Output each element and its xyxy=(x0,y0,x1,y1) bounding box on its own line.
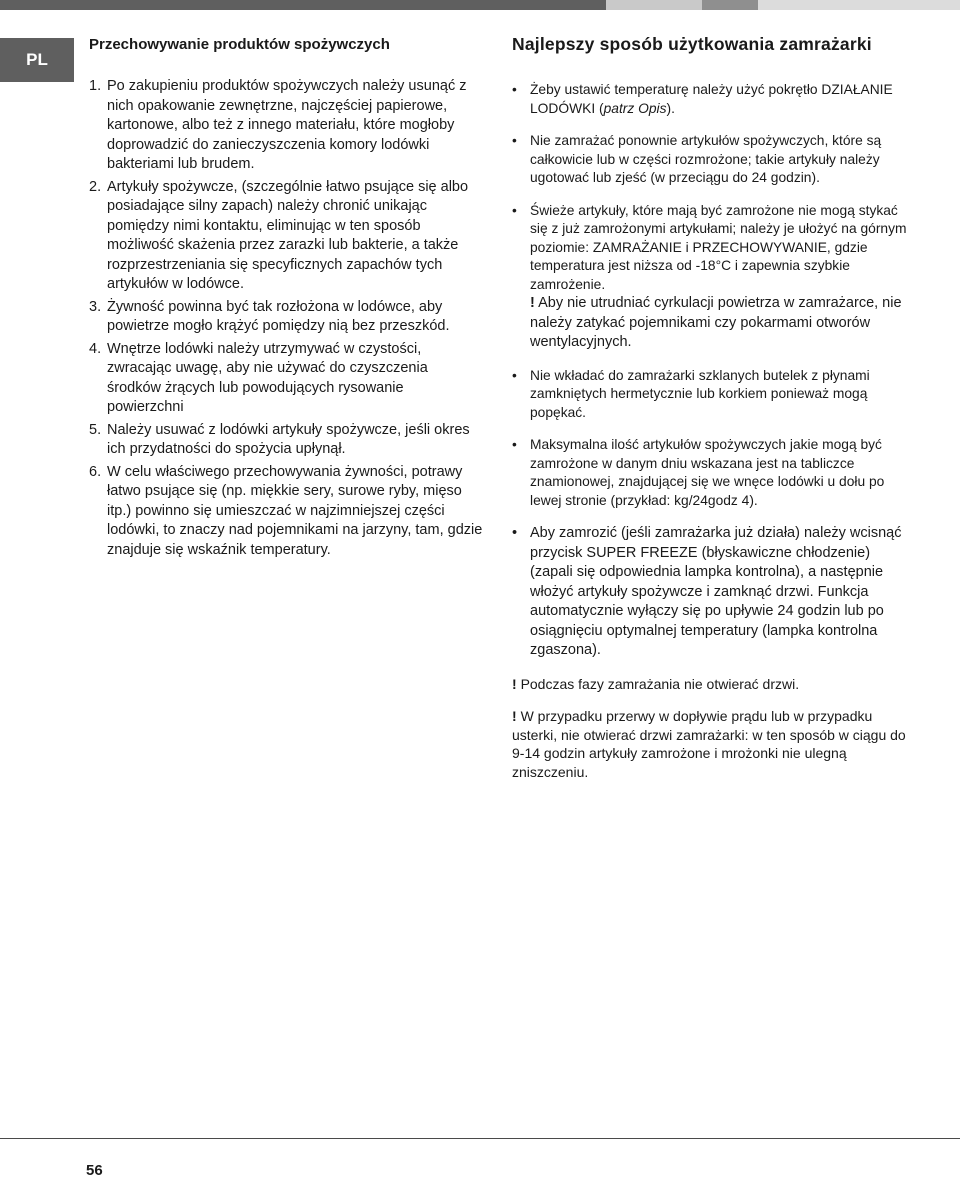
note-text: W przypadku przerwy w dopływie prądu lub w przypadku usterki, nie otwierać drzwi zamrażarki: w ten sposób w ciągu do 9-14 godzin artykuły zamrożone i mrożonki nie ulegną zniszczeniu. xyxy=(512,708,906,780)
list-item xyxy=(89,298,484,337)
step-text: Żywność powinna być tak rozłożona w lodówce, aby powietrze mogło krążyć pomiędzy nią bez przeszkód. xyxy=(107,298,450,334)
tip-text: Aby zamrozić (jeśli zamrażarka już działa) należy wcisnąć przycisk SUPER FREEZE (błyskawiczne chłodzenie) (zapali się odpowiednia lampka kontrolna), a następnie włożyć artykuły spożywcze i zamknąć drzwi. Funkcja automatycznie wyłączy się po upływie 24 godzin lub po osiągnięciu optymalnej temperatury (lampka kontrolna zgaszona). xyxy=(530,525,902,658)
step-number: 1. xyxy=(89,78,102,94)
step-text: W celu właściwego przechowywania żywności, potrawy łatwo psujące się (np. miękkie sery, surowe ryby, mięso itp.) powinno się umieszczać w najzimniejszej części lodówki, to znaczy nad pojemnikami na jarzyny, tam, gdzie znajduje się wskaźnik temperatury. xyxy=(107,463,483,558)
bullet-icon: • xyxy=(512,82,517,97)
exclamation-icon: ! xyxy=(512,708,517,724)
section-title-storage: Przechowywanie produktów spożywczych xyxy=(89,36,390,53)
list-item xyxy=(512,202,907,353)
storage-steps-list xyxy=(89,77,484,560)
top-bar-segment xyxy=(0,0,606,10)
bullet-icon: • xyxy=(512,437,517,452)
tip-text: Żeby ustawić temperaturę należy użyć pokrętło DZIAŁANIE LODÓWKI ( xyxy=(530,82,893,116)
step-number: 4. xyxy=(89,340,102,357)
section-title-freezer: Najlepszy sposób użytkowania zamrażarki xyxy=(512,34,872,54)
step-number: 6. xyxy=(89,463,102,480)
step-number: 2. xyxy=(89,178,102,195)
bullet-icon: • xyxy=(512,525,518,541)
step-number: 3. xyxy=(89,298,102,315)
exclamation-icon: ! xyxy=(512,675,517,692)
list-item xyxy=(89,463,484,561)
bullet-icon: • xyxy=(512,133,517,148)
top-color-bar xyxy=(0,0,960,10)
tip-text: Maksymalna ilość artykułów spożywczych jakie mogą być zamrożone w danym dniu wskazana jest na tabliczce znamionowej, znajdującej się we wnęce lodówki u dołu po lewej stronie (przykład: kg/24godz 4). xyxy=(530,437,885,508)
step-text: Wnętrze lodówki należy utrzymywać w czystości, zwracając uwagę, aby nie używać do czyszczenia środków żrących lub powodujących rysowanie powierzchni xyxy=(107,340,428,415)
bullet-icon: • xyxy=(512,367,517,383)
list-item xyxy=(89,178,484,295)
warning-line xyxy=(530,294,907,353)
tip-reference: patrz Opis xyxy=(603,100,667,116)
language-tab: PL xyxy=(0,38,74,82)
step-text: Należy usuwać z lodówki artykuły spożywcze, jeśli okres ich przydatności do spożycia upłynął. xyxy=(107,421,470,457)
list-item xyxy=(89,421,484,460)
left-column xyxy=(89,36,484,563)
freezer-tips-list xyxy=(512,81,907,661)
footer-divider xyxy=(0,1138,960,1139)
warning-text: Aby nie utrudniać cyrkulacji powietrza w zamrażarce, nie należy zatykać pojemnikami czy pokarmami otworów wentylacyjnych. xyxy=(530,295,902,350)
page-number: 56 xyxy=(86,1162,103,1179)
tip-text-end: ). xyxy=(666,100,675,116)
top-bar-segment xyxy=(758,0,960,10)
list-item xyxy=(512,132,907,188)
list-item xyxy=(512,367,907,423)
note-power-outage xyxy=(512,707,907,781)
top-bar-segment xyxy=(606,0,702,10)
step-text: Po zakupieniu produktów spożywczych należy usunąć z nich opakowanie zewnętrzne, najczęściej papierowe, kartonowe, albo też z innego materiału, które mogłoby doprowadzić do zanieczyszczenia komory lodówki bakteriami lub brudem. xyxy=(107,78,467,172)
list-item xyxy=(512,81,907,118)
list-item xyxy=(512,436,907,510)
note-door xyxy=(512,675,907,694)
note-text: Podczas fazy zamrażania nie otwierać drzwi. xyxy=(520,675,800,692)
step-number: 5. xyxy=(89,421,102,438)
tip-text: Nie zamrażać ponownie artykułów spożywczych, które są całkowicie lub w części rozmrożone; takie artykuły należy ugotować lub zjeść (w przeciągu do 24 godzin). xyxy=(530,133,882,185)
bullet-icon: • xyxy=(512,202,517,218)
step-text: Artykuły spożywcze, (szczególnie łatwo psujące się albo posiadające silny zapach) należy chronić unikając pomiędzy nimi kontaktu, eliminując w ten sposób możliwość skażenia przez zarazki lub bakterie, a także rozprzestrzeniania się specyficznych zapachów tych artykułów w lodówce. xyxy=(107,178,469,292)
list-item xyxy=(89,77,484,175)
exclamation-icon: ! xyxy=(530,295,535,311)
top-bar-segment xyxy=(702,0,758,10)
list-item xyxy=(89,340,484,418)
tip-text: Świeże artykuły, które mają być zamrożone nie mogą stykać się z już zamrożonymi artykułami; należy je ułożyć na górnym poziomie: ZAMRAŻANIE i PRZECHOWYWANIE, gdzie temperatura jest niższa od -18°C i zapewnia szybkie zamrożenie. xyxy=(530,202,907,292)
right-column xyxy=(512,34,907,795)
list-item xyxy=(512,524,907,661)
tip-text: Nie wkładać do zamrażarki szklanych butelek z płynami zamkniętych hermetycznie lub korkiem ponieważ mogą popękać. xyxy=(530,367,870,420)
